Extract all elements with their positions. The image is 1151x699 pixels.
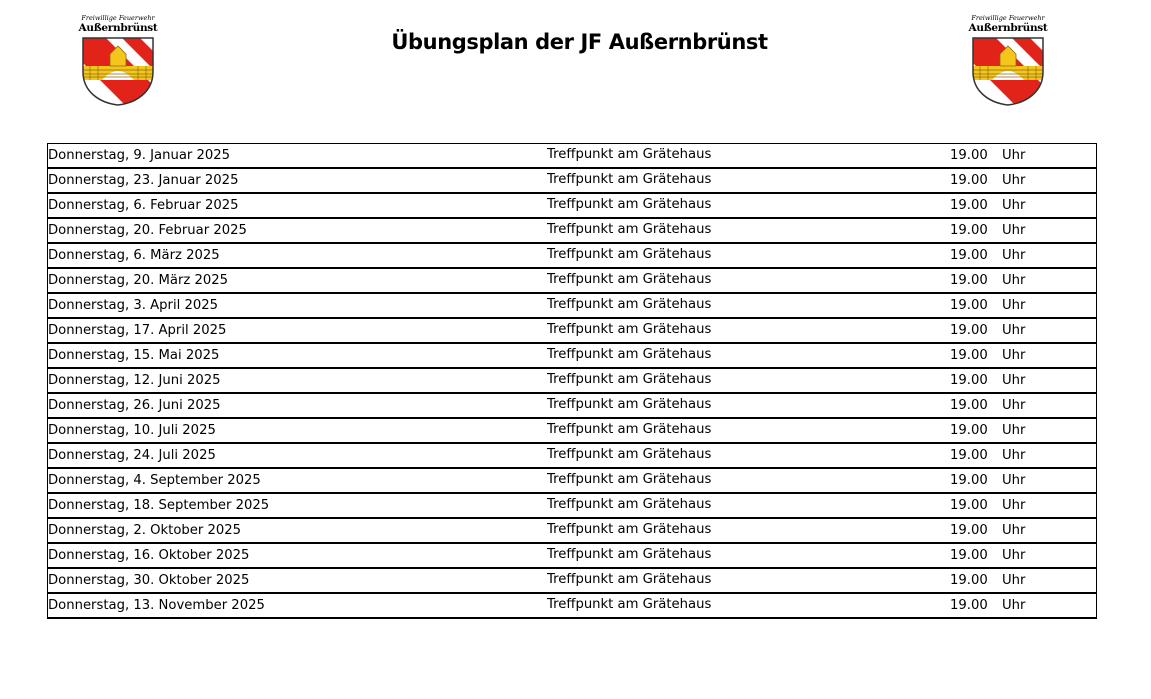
- table-row: [48, 144, 1097, 169]
- date-cell-text: Donnerstag, 2. Oktober 2025: [48, 523, 242, 538]
- date-cell-text: Donnerstag, 3. April 2025: [48, 298, 219, 313]
- unit-cell-text: Uhr: [1002, 498, 1026, 513]
- date-cell-text: Donnerstag, 17. April 2025: [48, 323, 227, 338]
- unit-cell: [1002, 243, 1097, 268]
- table-row: [48, 268, 1097, 293]
- unit-cell-text: Uhr: [1002, 423, 1026, 438]
- date-cell-text: Donnerstag, 12. Juni 2025: [48, 373, 221, 388]
- time-cell-text: 19.00: [950, 398, 988, 413]
- time-cell-text: 19.00: [950, 223, 988, 238]
- place-cell: [547, 168, 950, 193]
- place-cell-text: Treffpunkt am Grätehaus: [547, 572, 712, 587]
- place-cell-text: Treffpunkt am Grätehaus: [547, 447, 712, 462]
- unit-cell-text: Uhr: [1002, 298, 1026, 313]
- time-cell-text: 19.00: [950, 248, 988, 263]
- time-cell-text: 19.00: [950, 523, 988, 538]
- logo-left: [74, 14, 162, 108]
- table-row: [48, 443, 1097, 468]
- date-cell: [48, 343, 548, 368]
- time-cell: [950, 393, 1002, 418]
- table-row: [48, 518, 1097, 543]
- unit-cell: [1002, 493, 1097, 518]
- unit-cell-text: Uhr: [1002, 173, 1026, 188]
- unit-cell-text: Uhr: [1002, 473, 1026, 488]
- unit-cell: [1002, 144, 1097, 169]
- time-cell: [950, 593, 1002, 618]
- place-cell-text: Treffpunkt am Grätehaus: [547, 147, 712, 162]
- table-row: [48, 243, 1097, 268]
- place-cell: [547, 268, 950, 293]
- date-cell-text: Donnerstag, 26. Juni 2025: [48, 398, 221, 413]
- place-cell: [547, 343, 950, 368]
- place-cell: [547, 218, 950, 243]
- date-cell-text: Donnerstag, 15. Mai 2025: [48, 348, 220, 363]
- date-cell: [48, 543, 548, 568]
- place-cell: [547, 493, 950, 518]
- place-cell-text: Treffpunkt am Grätehaus: [547, 272, 712, 287]
- place-cell: [547, 568, 950, 593]
- place-cell: [547, 144, 950, 169]
- table-row: [48, 468, 1097, 493]
- date-cell: [48, 218, 548, 243]
- place-cell-text: Treffpunkt am Grätehaus: [547, 547, 712, 562]
- time-cell: [950, 293, 1002, 318]
- table-row: [48, 493, 1097, 518]
- unit-cell-text: Uhr: [1002, 273, 1026, 288]
- time-cell: [950, 368, 1002, 393]
- place-cell: [547, 443, 950, 468]
- logo-caption-small: Freiwillige Feuerwehr: [81, 14, 155, 22]
- time-cell: [950, 518, 1002, 543]
- unit-cell-text: Uhr: [1002, 398, 1026, 413]
- time-cell-text: 19.00: [950, 373, 988, 388]
- date-cell-text: Donnerstag, 23. Januar 2025: [48, 173, 239, 188]
- date-cell: [48, 193, 548, 218]
- time-cell: [950, 318, 1002, 343]
- time-cell-text: 19.00: [950, 173, 988, 188]
- time-cell: [950, 268, 1002, 293]
- unit-cell: [1002, 518, 1097, 543]
- date-cell-text: Donnerstag, 4. September 2025: [48, 473, 261, 488]
- time-cell-text: 19.00: [950, 198, 988, 213]
- unit-cell-text: Uhr: [1002, 598, 1026, 613]
- unit-cell-text: Uhr: [1002, 573, 1026, 588]
- date-cell-text: Donnerstag, 20. Februar 2025: [48, 223, 247, 238]
- unit-cell: [1002, 318, 1097, 343]
- place-cell-text: Treffpunkt am Grätehaus: [547, 472, 712, 487]
- time-cell-text: 19.00: [950, 548, 988, 563]
- time-cell: [950, 568, 1002, 593]
- unit-cell: [1002, 368, 1097, 393]
- time-cell: [950, 343, 1002, 368]
- place-cell: [547, 293, 950, 318]
- logo-right: [964, 14, 1052, 108]
- time-cell: [950, 243, 1002, 268]
- time-cell-text: 19.00: [950, 423, 988, 438]
- date-cell-text: Donnerstag, 24. Juli 2025: [48, 448, 216, 463]
- table-row: [48, 593, 1097, 618]
- unit-cell: [1002, 168, 1097, 193]
- time-cell: [950, 543, 1002, 568]
- place-cell: [547, 393, 950, 418]
- date-cell: [48, 568, 548, 593]
- place-cell: [547, 193, 950, 218]
- time-cell-text: 19.00: [950, 473, 988, 488]
- unit-cell-text: Uhr: [1002, 548, 1026, 563]
- place-cell: [547, 243, 950, 268]
- table-row: [48, 168, 1097, 193]
- date-cell-text: Donnerstag, 10. Juli 2025: [48, 423, 216, 438]
- place-cell-text: Treffpunkt am Grätehaus: [547, 297, 712, 312]
- table-row: [48, 393, 1097, 418]
- time-cell-text: 19.00: [950, 348, 988, 363]
- unit-cell: [1002, 393, 1097, 418]
- unit-cell: [1002, 568, 1097, 593]
- date-cell: [48, 168, 548, 193]
- date-cell: [48, 493, 548, 518]
- date-cell-text: Donnerstag, 9. Januar 2025: [48, 148, 231, 163]
- unit-cell: [1002, 343, 1097, 368]
- table-row: [48, 418, 1097, 443]
- time-cell-text: 19.00: [950, 323, 988, 338]
- table-row: [48, 568, 1097, 593]
- time-cell-text: 19.00: [950, 598, 988, 613]
- date-cell: [48, 393, 548, 418]
- unit-cell-text: Uhr: [1002, 448, 1026, 463]
- time-cell: [950, 493, 1002, 518]
- time-cell-text: 19.00: [950, 573, 988, 588]
- unit-cell-text: Uhr: [1002, 323, 1026, 338]
- place-cell-text: Treffpunkt am Grätehaus: [547, 347, 712, 362]
- unit-cell: [1002, 268, 1097, 293]
- place-cell-text: Treffpunkt am Grätehaus: [547, 172, 712, 187]
- date-cell-text: Donnerstag, 20. März 2025: [48, 273, 229, 288]
- time-cell: [950, 468, 1002, 493]
- time-cell-text: 19.00: [950, 498, 988, 513]
- time-cell: [950, 443, 1002, 468]
- date-cell: [48, 318, 548, 343]
- table-row: [48, 343, 1097, 368]
- unit-cell-text: Uhr: [1002, 348, 1026, 363]
- schedule-table: [47, 143, 1097, 619]
- time-cell: [950, 193, 1002, 218]
- unit-cell: [1002, 293, 1097, 318]
- place-cell-text: Treffpunkt am Grätehaus: [547, 597, 712, 612]
- unit-cell: [1002, 443, 1097, 468]
- logo-caption-big: Außernbrünst: [968, 22, 1048, 34]
- place-cell-text: Treffpunkt am Grätehaus: [547, 397, 712, 412]
- place-cell-text: Treffpunkt am Grätehaus: [547, 322, 712, 337]
- unit-cell-text: Uhr: [1002, 148, 1026, 163]
- place-cell: [547, 368, 950, 393]
- time-cell: [950, 218, 1002, 243]
- table-row: [48, 293, 1097, 318]
- unit-cell-text: Uhr: [1002, 373, 1026, 388]
- unit-cell: [1002, 218, 1097, 243]
- time-cell: [950, 418, 1002, 443]
- place-cell-text: Treffpunkt am Grätehaus: [547, 497, 712, 512]
- logo-caption-small: Freiwillige Feuerwehr: [971, 14, 1045, 22]
- table-row: [48, 193, 1097, 218]
- unit-cell-text: Uhr: [1002, 223, 1026, 238]
- time-cell: [950, 144, 1002, 169]
- time-cell-text: 19.00: [950, 273, 988, 288]
- date-cell: [48, 144, 548, 169]
- unit-cell: [1002, 543, 1097, 568]
- time-cell-text: 19.00: [950, 298, 988, 313]
- date-cell: [48, 243, 548, 268]
- unit-cell-text: Uhr: [1002, 198, 1026, 213]
- place-cell: [547, 593, 950, 618]
- date-cell: [48, 593, 548, 618]
- table-row: [48, 318, 1097, 343]
- time-cell-text: 19.00: [950, 448, 988, 463]
- date-cell-text: Donnerstag, 30. Oktober 2025: [48, 573, 250, 588]
- time-cell: [950, 168, 1002, 193]
- unit-cell: [1002, 193, 1097, 218]
- unit-cell: [1002, 418, 1097, 443]
- table-row: [48, 368, 1097, 393]
- logo-caption-big: Außernbrünst: [78, 22, 158, 34]
- date-cell: [48, 368, 548, 393]
- table-row: [48, 218, 1097, 243]
- place-cell: [547, 543, 950, 568]
- date-cell: [48, 443, 548, 468]
- unit-cell: [1002, 468, 1097, 493]
- date-cell-text: Donnerstag, 16. Oktober 2025: [48, 548, 250, 563]
- date-cell-text: Donnerstag, 6. März 2025: [48, 248, 220, 263]
- date-cell: [48, 518, 548, 543]
- date-cell: [48, 268, 548, 293]
- place-cell-text: Treffpunkt am Grätehaus: [547, 247, 712, 262]
- place-cell-text: Treffpunkt am Grätehaus: [547, 522, 712, 537]
- place-cell-text: Treffpunkt am Grätehaus: [547, 197, 712, 212]
- page-title: Übungsplan der JF Außernbrünst: [391, 30, 768, 54]
- place-cell: [547, 518, 950, 543]
- unit-cell: [1002, 593, 1097, 618]
- unit-cell-text: Uhr: [1002, 248, 1026, 263]
- table-row: [48, 543, 1097, 568]
- date-cell: [48, 293, 548, 318]
- place-cell-text: Treffpunkt am Grätehaus: [547, 372, 712, 387]
- place-cell-text: Treffpunkt am Grätehaus: [547, 222, 712, 237]
- place-cell: [547, 468, 950, 493]
- date-cell: [48, 468, 548, 493]
- date-cell: [48, 418, 548, 443]
- place-cell: [547, 318, 950, 343]
- time-cell-text: 19.00: [950, 148, 988, 163]
- place-cell-text: Treffpunkt am Grätehaus: [547, 422, 712, 437]
- date-cell-text: Donnerstag, 13. November 2025: [48, 598, 265, 613]
- place-cell: [547, 418, 950, 443]
- date-cell-text: Donnerstag, 18. September 2025: [48, 498, 270, 513]
- date-cell-text: Donnerstag, 6. Februar 2025: [48, 198, 239, 213]
- unit-cell-text: Uhr: [1002, 523, 1026, 538]
